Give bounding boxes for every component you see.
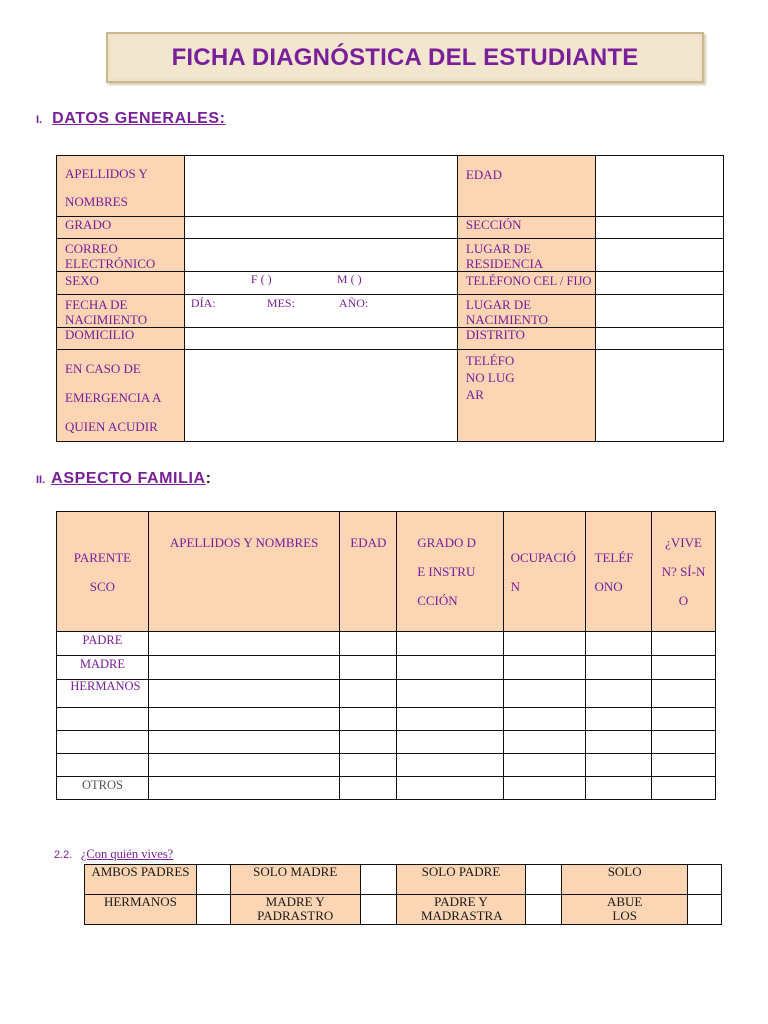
label-emergencia: EN CASO DE EMERGENCIA A QUIEN ACUDIR bbox=[57, 350, 185, 442]
table-row bbox=[57, 680, 716, 708]
label-distrito: DISTRITO bbox=[457, 328, 596, 350]
table-row bbox=[57, 708, 716, 731]
option-solo-madre: SOLO MADRE bbox=[230, 865, 360, 895]
header-parentesco: PARENTESCO bbox=[57, 512, 149, 632]
checkbox-solo-padre[interactable] bbox=[526, 865, 562, 895]
subsection-2-2-number: 2.2. bbox=[54, 849, 73, 861]
field-grado[interactable] bbox=[184, 217, 457, 239]
checkbox-hermanos[interactable] bbox=[196, 895, 230, 925]
row-label-otros: OTROS bbox=[57, 777, 149, 800]
header-viven: ¿VIVEN? SÍ-NO bbox=[652, 512, 716, 632]
label-telefono: TELÉFONO CEL / FIJO bbox=[457, 272, 596, 295]
field-correo[interactable] bbox=[184, 239, 457, 272]
field-lugar-nacimiento[interactable] bbox=[596, 295, 724, 328]
checkbox-abuelos[interactable] bbox=[688, 895, 722, 925]
field-domicilio[interactable] bbox=[184, 328, 457, 350]
label-correo: CORREO ELECTRÓNICO bbox=[57, 239, 185, 272]
header-apellidos: APELLIDOS Y NOMBRES bbox=[148, 512, 339, 632]
field-emergencia[interactable] bbox=[184, 350, 457, 442]
checkbox-solo-madre[interactable] bbox=[360, 865, 396, 895]
table-row bbox=[57, 731, 716, 754]
field-lugar-residencia[interactable] bbox=[596, 239, 724, 272]
fecha-mes-label: MES: bbox=[266, 296, 295, 310]
section-1-heading bbox=[36, 110, 226, 128]
field-fecha-nacimiento[interactable] bbox=[184, 295, 457, 328]
fecha-anio-label: AÑO: bbox=[338, 296, 369, 310]
option-abuelos: ABUELOS bbox=[562, 895, 688, 925]
section-2-colon: : bbox=[205, 470, 211, 487]
field-edad[interactable] bbox=[596, 156, 724, 217]
checkbox-solo[interactable] bbox=[688, 865, 722, 895]
label-seccion: SECCIÓN bbox=[457, 217, 596, 239]
fecha-dia-label: DÍA: bbox=[190, 296, 216, 310]
section-1-number: I. bbox=[36, 114, 43, 126]
family-table bbox=[56, 511, 716, 800]
label-sexo: SEXO bbox=[57, 272, 185, 295]
header-telefono: TELÉFONO bbox=[586, 512, 652, 632]
option-solo-padre: SOLO PADRE bbox=[396, 865, 526, 895]
label-edad: EDAD bbox=[457, 156, 596, 217]
field-apellidos[interactable] bbox=[184, 156, 457, 217]
option-solo: SOLO bbox=[562, 865, 688, 895]
sexo-m-option[interactable]: M ( ) bbox=[336, 272, 362, 286]
general-data-table bbox=[56, 155, 724, 442]
label-lugar-nacimiento: LUGAR DE NACIMIENTO bbox=[457, 295, 596, 328]
table-row bbox=[57, 656, 716, 680]
header-ocupacion: OCUPACIÓN bbox=[504, 512, 586, 632]
subsection-2-2-title: ¿Con quién vives? bbox=[80, 847, 174, 861]
checkbox-ambos-padres[interactable] bbox=[196, 865, 230, 895]
checkbox-padre-madrastra[interactable] bbox=[526, 895, 562, 925]
label-apellidos: APELLIDOS Y NOMBRES bbox=[57, 156, 185, 217]
option-ambos-padres: AMBOS PADRES bbox=[85, 865, 197, 895]
section-1-title: DATOS GENERALES: bbox=[52, 110, 226, 127]
label-lugar-residencia: LUGAR DE RESIDENCIA bbox=[457, 239, 596, 272]
section-2-number: II. bbox=[36, 474, 46, 486]
row-label-hermanos: HERMANOS bbox=[57, 680, 149, 708]
option-hermanos: HERMANOS bbox=[85, 895, 197, 925]
field-distrito[interactable] bbox=[596, 328, 724, 350]
field-seccion[interactable] bbox=[596, 217, 724, 239]
header-grado: GRADO DE INSTRUCCIÓN bbox=[397, 512, 504, 632]
label-grado: GRADO bbox=[57, 217, 185, 239]
form-title: FICHA DIAGNÓSTICA DEL ESTUDIANTE bbox=[171, 43, 639, 71]
table-row bbox=[57, 754, 716, 777]
option-padre-madrastra: PADRE Y MADRASTRA bbox=[396, 895, 526, 925]
table-row bbox=[57, 777, 716, 800]
checkbox-madre-padrastro[interactable] bbox=[360, 895, 396, 925]
label-domicilio: DOMICILIO bbox=[57, 328, 185, 350]
field-telefono-lugar[interactable] bbox=[596, 350, 724, 442]
label-telefono-lugar: TELÉFONO LUGAR bbox=[457, 350, 596, 442]
row-label-padre: PADRE bbox=[57, 632, 149, 656]
option-madre-padrastro: MADRE Y PADRASTRO bbox=[230, 895, 360, 925]
form-title-box bbox=[106, 32, 704, 83]
lives-with-table bbox=[84, 864, 722, 925]
field-telefono[interactable] bbox=[596, 272, 724, 295]
section-2-title: ASPECTO FAMILIA bbox=[51, 470, 206, 487]
row-label-madre: MADRE bbox=[57, 656, 149, 680]
table-row bbox=[57, 632, 716, 656]
sexo-f-option[interactable]: F ( ) bbox=[250, 272, 272, 286]
subsection-2-2-heading bbox=[54, 845, 173, 863]
field-sexo[interactable] bbox=[184, 272, 457, 295]
label-fecha-nacimiento: FECHA DE NACIMIENTO bbox=[57, 295, 185, 328]
section-2-heading bbox=[36, 470, 211, 488]
header-edad: EDAD bbox=[340, 512, 397, 632]
